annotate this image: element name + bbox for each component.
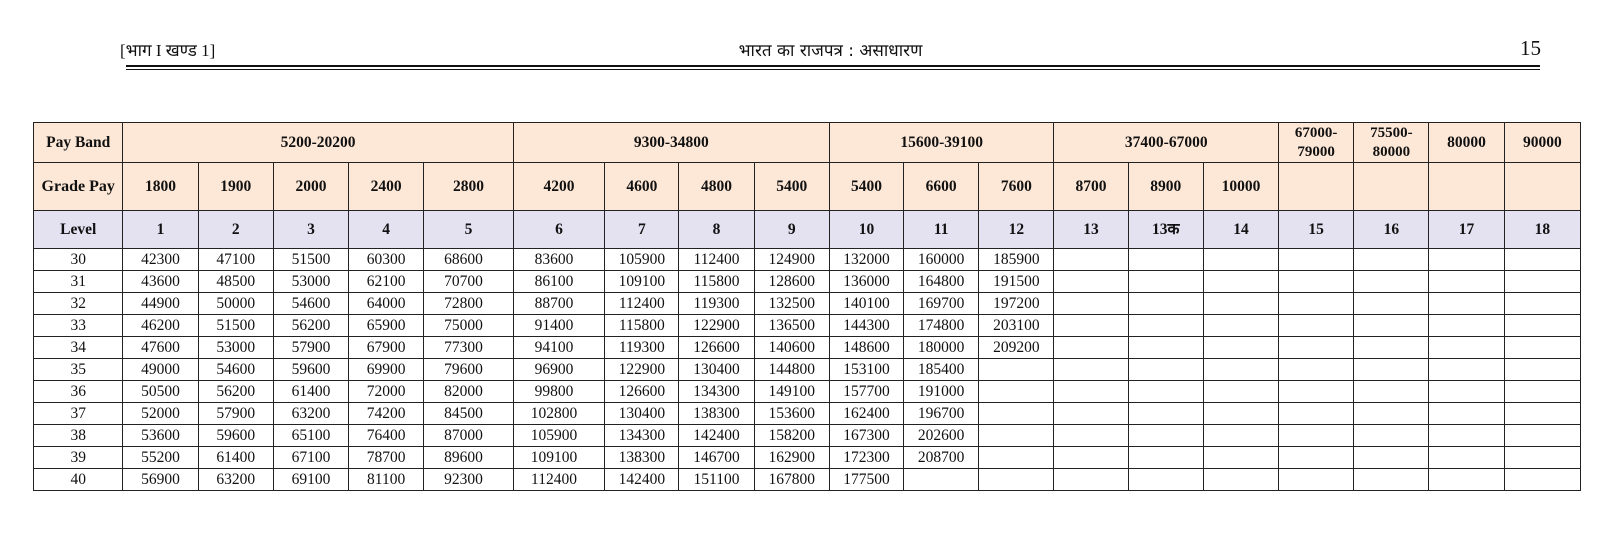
pay-cell: 132500 — [754, 293, 829, 315]
header-rule-thin — [126, 69, 1540, 70]
pay-cell: 144300 — [829, 315, 903, 337]
pay-cell: 81100 — [349, 469, 424, 491]
pay-cell: 134300 — [605, 425, 679, 447]
pay-cell — [979, 403, 1054, 425]
pay-cell: 63200 — [273, 403, 348, 425]
level-row — [34, 211, 1581, 249]
page-number: 15 — [1520, 36, 1541, 60]
pay-cell — [1203, 315, 1278, 337]
table-row — [34, 271, 1581, 293]
pay-cell: 136500 — [754, 315, 829, 337]
pay-cell: 75000 — [424, 315, 514, 337]
pay-cell: 43600 — [123, 271, 198, 293]
pay-cell — [1354, 381, 1429, 403]
pay-cell: 158200 — [754, 425, 829, 447]
pay-cell: 122900 — [679, 315, 754, 337]
level-cell: 5 — [424, 211, 514, 249]
pay-cell — [1054, 447, 1128, 469]
pay-cell: 196700 — [904, 403, 979, 425]
pay-cell: 48500 — [198, 271, 273, 293]
pay-cell: 65100 — [273, 425, 348, 447]
pay-cell — [1504, 249, 1580, 271]
pay-cell: 102800 — [513, 403, 604, 425]
pay-cell: 148600 — [829, 337, 903, 359]
pay-cell: 64000 — [349, 293, 424, 315]
pay-cell: 124900 — [754, 249, 829, 271]
pay-cell: 99800 — [513, 381, 604, 403]
pay-cell: 105900 — [513, 425, 604, 447]
pay-cell: 138300 — [605, 447, 679, 469]
pay-cell — [1128, 359, 1203, 381]
pay-cell — [1128, 403, 1203, 425]
pay-cell — [1429, 447, 1504, 469]
pay-cell: 52000 — [123, 403, 198, 425]
pay-cell: 112400 — [605, 293, 679, 315]
pay-band-label: Pay Band — [34, 123, 123, 163]
table-row — [34, 403, 1581, 425]
pay-cell: 56900 — [123, 469, 198, 491]
pay-cell: 69100 — [273, 469, 348, 491]
pay-cell: 65900 — [349, 315, 424, 337]
table-row — [34, 249, 1581, 271]
pay-cell — [1203, 425, 1278, 447]
pay-cell — [1429, 337, 1504, 359]
pay-cell: 59600 — [198, 425, 273, 447]
pay-cell: 164800 — [904, 271, 979, 293]
pay-cell: 50500 — [123, 381, 198, 403]
pay-cell — [1429, 425, 1504, 447]
pay-cell — [1203, 337, 1278, 359]
pay-band-cell: 75500-80000 — [1354, 123, 1429, 163]
grade-pay-cell: 5400 — [829, 163, 903, 211]
pay-cell: 61400 — [198, 447, 273, 469]
pay-cell: 191500 — [979, 271, 1054, 293]
pay-cell — [1354, 337, 1429, 359]
pay-cell — [1128, 337, 1203, 359]
pay-cell — [979, 469, 1054, 491]
pay-cell: 51500 — [198, 315, 273, 337]
grade-pay-cell — [1504, 163, 1580, 211]
pay-cell: 144800 — [754, 359, 829, 381]
pay-cell: 122900 — [605, 359, 679, 381]
pay-cell — [1054, 337, 1128, 359]
pay-cell — [1504, 359, 1580, 381]
page-header — [120, 38, 1541, 62]
pay-band-cell: 67000-79000 — [1279, 123, 1354, 163]
pay-cell: 42300 — [123, 249, 198, 271]
pay-cell — [1128, 381, 1203, 403]
pay-cell — [1279, 469, 1354, 491]
pay-cell: 96900 — [513, 359, 604, 381]
level-cell: 1 — [123, 211, 198, 249]
pay-cell: 89600 — [424, 447, 514, 469]
pay-cell: 54600 — [198, 359, 273, 381]
pay-cell — [1279, 403, 1354, 425]
pay-cell — [1128, 315, 1203, 337]
grade-pay-cell: 7600 — [979, 163, 1054, 211]
header-rule — [126, 65, 1540, 67]
pay-cell — [904, 469, 979, 491]
pay-cell: 74200 — [349, 403, 424, 425]
pay-cell: 167300 — [829, 425, 903, 447]
level-cell: 4 — [349, 211, 424, 249]
pay-cell — [1203, 403, 1278, 425]
row-index-cell: 36 — [34, 381, 123, 403]
pay-band-cell: 5200-20200 — [123, 123, 513, 163]
pay-cell — [1128, 293, 1203, 315]
row-index-cell: 38 — [34, 425, 123, 447]
pay-cell — [1054, 293, 1128, 315]
pay-cell: 53000 — [198, 337, 273, 359]
pay-cell: 62100 — [349, 271, 424, 293]
pay-cell — [1504, 425, 1580, 447]
pay-cell — [1279, 425, 1354, 447]
row-index-cell: 40 — [34, 469, 123, 491]
pay-cell — [1054, 271, 1128, 293]
pay-cell: 59600 — [273, 359, 348, 381]
pay-band-cell: 37400-67000 — [1054, 123, 1279, 163]
pay-cell: 138300 — [679, 403, 754, 425]
level-cell: 8 — [679, 211, 754, 249]
pay-cell: 202600 — [904, 425, 979, 447]
pay-cell: 109100 — [513, 447, 604, 469]
pay-cell: 180000 — [904, 337, 979, 359]
pay-cell: 208700 — [904, 447, 979, 469]
pay-cell — [1354, 425, 1429, 447]
grade-pay-cell: 1900 — [198, 163, 273, 211]
pay-cell: 197200 — [979, 293, 1054, 315]
pay-cell — [979, 425, 1054, 447]
pay-cell: 56200 — [198, 381, 273, 403]
pay-cell: 87000 — [424, 425, 514, 447]
table-row — [34, 293, 1581, 315]
pay-cell — [1504, 315, 1580, 337]
pay-cell: 112400 — [679, 249, 754, 271]
pay-cell: 47100 — [198, 249, 273, 271]
pay-cell: 185400 — [904, 359, 979, 381]
pay-cell: 146700 — [679, 447, 754, 469]
pay-cell: 86100 — [513, 271, 604, 293]
pay-cell: 169700 — [904, 293, 979, 315]
grade-pay-cell: 6600 — [904, 163, 979, 211]
pay-cell — [1354, 359, 1429, 381]
pay-cell: 83600 — [513, 249, 604, 271]
pay-cell: 82000 — [424, 381, 514, 403]
pay-cell — [1504, 469, 1580, 491]
pay-cell: 79600 — [424, 359, 514, 381]
pay-cell — [1279, 315, 1354, 337]
pay-cell: 67100 — [273, 447, 348, 469]
pay-cell — [1354, 447, 1429, 469]
pay-cell: 60300 — [349, 249, 424, 271]
grade-pay-cell: 8900 — [1128, 163, 1203, 211]
pay-band-cell: 15600-39100 — [829, 123, 1054, 163]
table-row — [34, 337, 1581, 359]
pay-cell — [1203, 359, 1278, 381]
gazette-title: भारत का राजपत्र : असाधारण — [738, 41, 923, 61]
pay-cell: 91400 — [513, 315, 604, 337]
pay-cell — [1354, 249, 1429, 271]
pay-band-cell: 80000 — [1429, 123, 1504, 163]
grade-pay-cell: 2400 — [349, 163, 424, 211]
pay-cell — [1354, 469, 1429, 491]
pay-cell — [1128, 271, 1203, 293]
pay-cell: 56200 — [273, 315, 348, 337]
pay-cell: 174800 — [904, 315, 979, 337]
pay-cell — [1429, 315, 1504, 337]
pay-cell: 53600 — [123, 425, 198, 447]
pay-cell: 151100 — [679, 469, 754, 491]
pay-cell — [1203, 249, 1278, 271]
level-cell: 16 — [1354, 211, 1429, 249]
grade-pay-row — [34, 163, 1581, 211]
grade-pay-cell — [1354, 163, 1429, 211]
pay-cell: 69900 — [349, 359, 424, 381]
grade-pay-cell — [1429, 163, 1504, 211]
pay-cell — [1279, 359, 1354, 381]
pay-cell: 72000 — [349, 381, 424, 403]
pay-cell: 115800 — [605, 315, 679, 337]
pay-cell: 55200 — [123, 447, 198, 469]
pay-cell — [1128, 249, 1203, 271]
pay-cell — [1504, 403, 1580, 425]
table-row — [34, 469, 1581, 491]
pay-cell: 128600 — [754, 271, 829, 293]
pay-band-cell: 9300-34800 — [513, 123, 829, 163]
pay-cell — [1279, 447, 1354, 469]
pay-cell: 134300 — [679, 381, 754, 403]
pay-cell — [1354, 271, 1429, 293]
table-row — [34, 425, 1581, 447]
pay-cell: 142400 — [605, 469, 679, 491]
grade-pay-cell: 2800 — [424, 163, 514, 211]
pay-cell — [1054, 315, 1128, 337]
pay-cell — [1279, 337, 1354, 359]
pay-cell: 162400 — [829, 403, 903, 425]
pay-cell — [1054, 425, 1128, 447]
pay-cell — [1504, 337, 1580, 359]
pay-cell: 46200 — [123, 315, 198, 337]
pay-cell — [1203, 293, 1278, 315]
row-index-cell: 37 — [34, 403, 123, 425]
grade-pay-cell — [1279, 163, 1354, 211]
pay-cell — [979, 381, 1054, 403]
pay-cell — [1054, 381, 1128, 403]
grade-pay-cell: 1800 — [123, 163, 198, 211]
pay-cell — [1054, 249, 1128, 271]
grade-pay-label: Grade Pay — [34, 163, 123, 211]
pay-cell — [1054, 403, 1128, 425]
table-row — [34, 381, 1581, 403]
pay-band-row — [34, 123, 1581, 163]
pay-cell — [979, 447, 1054, 469]
pay-cell: 136000 — [829, 271, 903, 293]
pay-cell: 57900 — [198, 403, 273, 425]
pay-cell: 72800 — [424, 293, 514, 315]
pay-cell: 140100 — [829, 293, 903, 315]
pay-cell — [1279, 293, 1354, 315]
row-index-cell: 30 — [34, 249, 123, 271]
pay-cell: 167800 — [754, 469, 829, 491]
pay-cell: 119300 — [605, 337, 679, 359]
level-cell: 12 — [979, 211, 1054, 249]
pay-cell: 126600 — [679, 337, 754, 359]
pay-cell: 185900 — [979, 249, 1054, 271]
pay-cell — [1054, 359, 1128, 381]
pay-cell: 177500 — [829, 469, 903, 491]
row-index-cell: 33 — [34, 315, 123, 337]
pay-cell — [1429, 403, 1504, 425]
pay-cell: 51500 — [273, 249, 348, 271]
pay-cell: 63200 — [198, 469, 273, 491]
table-row — [34, 315, 1581, 337]
pay-cell — [979, 359, 1054, 381]
pay-cell — [1354, 315, 1429, 337]
pay-cell: 105900 — [605, 249, 679, 271]
level-cell: 11 — [904, 211, 979, 249]
level-cell: 6 — [513, 211, 604, 249]
pay-cell: 162900 — [754, 447, 829, 469]
pay-cell — [1128, 447, 1203, 469]
pay-cell: 126600 — [605, 381, 679, 403]
pay-cell: 78700 — [349, 447, 424, 469]
grade-pay-cell: 4600 — [605, 163, 679, 211]
table-row — [34, 359, 1581, 381]
row-index-cell: 35 — [34, 359, 123, 381]
pay-cell — [1203, 447, 1278, 469]
pay-cell: 130400 — [605, 403, 679, 425]
pay-cell: 157700 — [829, 381, 903, 403]
pay-cell: 140600 — [754, 337, 829, 359]
grade-pay-cell: 2000 — [273, 163, 348, 211]
pay-matrix-body — [34, 249, 1581, 491]
pay-cell: 109100 — [605, 271, 679, 293]
pay-cell: 142400 — [679, 425, 754, 447]
pay-cell: 112400 — [513, 469, 604, 491]
pay-cell: 130400 — [679, 359, 754, 381]
pay-cell — [1203, 381, 1278, 403]
row-index-cell: 31 — [34, 271, 123, 293]
grade-pay-cell: 10000 — [1203, 163, 1278, 211]
pay-cell: 84500 — [424, 403, 514, 425]
pay-cell: 53000 — [273, 271, 348, 293]
pay-cell: 68600 — [424, 249, 514, 271]
pay-cell — [1504, 381, 1580, 403]
pay-cell — [1429, 293, 1504, 315]
level-cell: 9 — [754, 211, 829, 249]
pay-cell: 153100 — [829, 359, 903, 381]
level-label: Level — [34, 211, 123, 249]
level-cell: 13क — [1128, 211, 1203, 249]
level-cell: 17 — [1429, 211, 1504, 249]
pay-cell: 209200 — [979, 337, 1054, 359]
level-cell: 7 — [605, 211, 679, 249]
grade-pay-cell: 5400 — [754, 163, 829, 211]
pay-cell: 50000 — [198, 293, 273, 315]
level-cell: 3 — [273, 211, 348, 249]
pay-cell: 115800 — [679, 271, 754, 293]
pay-cell — [1504, 293, 1580, 315]
pay-cell: 77300 — [424, 337, 514, 359]
table-row — [34, 447, 1581, 469]
pay-cell: 119300 — [679, 293, 754, 315]
pay-cell: 172300 — [829, 447, 903, 469]
pay-cell — [1128, 425, 1203, 447]
level-cell: 18 — [1504, 211, 1580, 249]
pay-cell: 47600 — [123, 337, 198, 359]
pay-cell — [1354, 293, 1429, 315]
pay-cell: 132000 — [829, 249, 903, 271]
pay-cell: 70700 — [424, 271, 514, 293]
gazette-part: [भाग I खण्ड 1] — [120, 41, 216, 60]
pay-cell — [1279, 381, 1354, 403]
level-cell: 10 — [829, 211, 903, 249]
pay-cell: 203100 — [979, 315, 1054, 337]
pay-cell: 92300 — [424, 469, 514, 491]
pay-cell — [1429, 271, 1504, 293]
pay-cell: 153600 — [754, 403, 829, 425]
level-cell: 13 — [1054, 211, 1128, 249]
pay-cell — [1203, 469, 1278, 491]
pay-cell — [1279, 271, 1354, 293]
pay-cell — [1354, 403, 1429, 425]
pay-cell — [1504, 447, 1580, 469]
pay-cell: 54600 — [273, 293, 348, 315]
pay-cell: 67900 — [349, 337, 424, 359]
pay-cell: 49000 — [123, 359, 198, 381]
pay-cell: 76400 — [349, 425, 424, 447]
pay-cell: 61400 — [273, 381, 348, 403]
pay-cell — [1429, 469, 1504, 491]
pay-band-cell: 90000 — [1504, 123, 1580, 163]
pay-cell — [1054, 469, 1128, 491]
grade-pay-cell: 4200 — [513, 163, 604, 211]
pay-cell: 57900 — [273, 337, 348, 359]
pay-cell — [1504, 271, 1580, 293]
pay-cell: 149100 — [754, 381, 829, 403]
row-index-cell: 39 — [34, 447, 123, 469]
grade-pay-cell: 4800 — [679, 163, 754, 211]
grade-pay-cell: 8700 — [1054, 163, 1128, 211]
pay-cell — [1429, 381, 1504, 403]
level-cell: 15 — [1279, 211, 1354, 249]
pay-cell: 44900 — [123, 293, 198, 315]
row-index-cell: 32 — [34, 293, 123, 315]
pay-cell — [1429, 249, 1504, 271]
row-index-cell: 34 — [34, 337, 123, 359]
pay-cell: 191000 — [904, 381, 979, 403]
pay-cell — [1128, 469, 1203, 491]
pay-matrix-table — [33, 122, 1581, 491]
pay-cell: 94100 — [513, 337, 604, 359]
pay-cell: 160000 — [904, 249, 979, 271]
pay-cell — [1203, 271, 1278, 293]
pay-cell — [1429, 359, 1504, 381]
pay-cell — [1279, 249, 1354, 271]
level-cell: 14 — [1203, 211, 1278, 249]
level-cell: 2 — [198, 211, 273, 249]
pay-cell: 88700 — [513, 293, 604, 315]
